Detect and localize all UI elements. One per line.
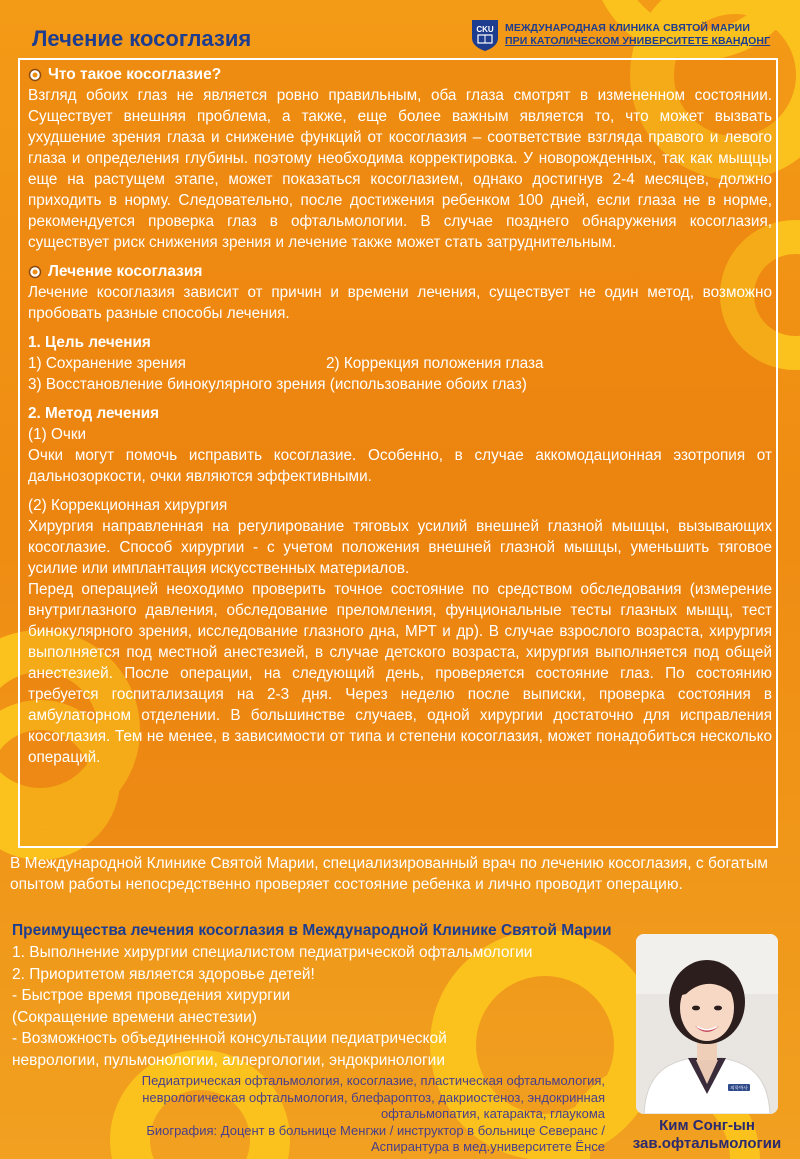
doctor-portrait-icon xyxy=(636,934,778,1114)
page-title: Лечение косоглазия xyxy=(32,26,252,51)
advantage-item: - Возможность объединенной консультации педиатрической xyxy=(12,1030,447,1047)
glasses-label: (1) Очки xyxy=(28,426,87,443)
biography-line: Аспирантура в мед.университете Ёнсе xyxy=(371,1139,605,1154)
circle-bullet-icon xyxy=(28,68,42,82)
advantage-item: 2. Приоритетом является здоровье детей! xyxy=(12,965,315,983)
specialty-line: неврологическая офтальмология, блефароптоз, дакриостеноз, эндокринная xyxy=(142,1089,605,1105)
goal-items-row xyxy=(28,353,772,374)
surgery-text-2: Перед операцией неоходимо проверить точное состояние по средством обследования (измерение внутриглазного давления, обследование преломления, фунциональные тесты глазных мыщц, тест бинокулярного зрения, исследование глазного дна, МРТ и др). В случае взрослого возраста, хирургия выполняется под местной анестезией, в случае детского возраста, хирургия выполняется под общей анестезией. После операции, на следующий день, проверяется состояние глаз. По состоянию требуется госпитализация на 2-3 дня. Через неделю после выписки, проверка состояния в амбулаторном отделении. В большинстве случаев, одной хирургии достаточно для исправления косоглазия. Тем не менее, в зависимости от типа и степени косоглазия, может понадобиться несколько операций. xyxy=(28,581,772,766)
advantage-item: 1. Выполнение хирургии специалистом педиатрической офтальмологии xyxy=(12,944,533,961)
circle-bullet-icon xyxy=(28,265,42,279)
method-heading: 2. Метод лечения xyxy=(28,405,160,422)
glasses-text: Очки могут помочь исправить косоглазие. Особенно, в случае аккомодационная эзотропия от дальнозоркости, очки являются эффективными. xyxy=(28,447,772,485)
svg-text:CKU: CKU xyxy=(476,25,494,34)
specialty-line: Педиатрическая офтальмология, косоглазие, пластическая офтальмология, xyxy=(141,1073,605,1088)
clinic-name-line2: ПРИ КАТОЛИЧЕСКОМ УНИВЕРСИТЕТЕ КВАНДОНГ xyxy=(505,35,771,47)
clinic-logo xyxy=(470,18,770,52)
doctor-specialties xyxy=(70,1073,605,1156)
advantage-item: - Быстрое время проведения хирургии xyxy=(12,987,291,1004)
advantage-item: неврологии, пульмонологии, аллергологии, эндокринологии xyxy=(12,1051,446,1069)
section-text-treatment: Лечение косоглазия зависит от причин и времени лечения, существует не один метод, возможно пробовать разные способы лечения. xyxy=(28,284,772,322)
surgery-label: (2) Коррекционная хирургия xyxy=(28,497,228,514)
section-text-what-is: Взгляд обоих глаз не является ровно правильным, оба глаза смотрят в измененном состоянии. Существует внешняя проблема, а также, еще более важным является то, что может вызвать ухудшение зрения глаза и снижение функций от косоглазия – соответствие взгляда правого и левого глаза и определения глубины. поэтому необходима корректировка. У новорожденных, так как мыщцы еще на растущем этапе, может показаться косоглазием, однако достигнув 2-4 месяцев, должно приходить в норму. Следовательно, после достижения ребенком 100 дней, если глаза не в норме, рекомендуется проверка глаз в офтальмологии. В случае позднего обнаружения косоглазия, существует риск снижения зрения и лечение также может стать затруднительным. xyxy=(28,87,772,251)
advantages-title: Преимущества лечения косоглазия в Международной Клинике Святой Марии xyxy=(12,922,612,939)
doctor-caption xyxy=(612,1117,800,1153)
goal-heading: 1. Цель лечения xyxy=(28,334,151,351)
advantages-list xyxy=(12,942,532,1071)
surgery-text-1: Хирургия направленная на регулирование тяговых усилий внешней глазной мышцы, вызывающих косоглазие. Способ хирургии - с учетом положения внешней глазной мышцы, уменьшить тяговое усилие или имплантация искусственных материалов. xyxy=(28,518,772,577)
section-heading-what-is: Что такое косоглазие? xyxy=(28,64,772,85)
specialty-line: офтальмопатия, катаракта, глаукома xyxy=(380,1106,605,1121)
section-heading-treatment: Лечение косоглазия xyxy=(28,261,772,282)
clinic-name xyxy=(505,22,770,48)
svg-text:의학박사: 의학박사 xyxy=(730,1086,748,1092)
advantage-item: (Сокращение времени анестезии) xyxy=(12,1008,257,1026)
intro-text: В Международной Клинике Святой Марии, специализированный врач по лечению косоглазия, с богатым опытом работы непосредственно проверяет состояние ребенка и лично проводит операцию. xyxy=(10,855,768,893)
biography-line: Биография: Доцент в больнице Менгжи / инструктор в больнице Северанс / xyxy=(146,1122,605,1138)
doctor-photo xyxy=(636,934,778,1114)
clinic-name-line1: МЕЖДУНАРОДНАЯ КЛИНИКА СВЯТОЙ МАРИИ xyxy=(505,22,750,34)
main-content xyxy=(28,64,772,768)
goal-item-2: 2) Коррекция положения глаза xyxy=(326,355,544,372)
doctor-position: зав.офтальмологии xyxy=(632,1135,782,1152)
goal-item-1: 1) Сохранение зрения xyxy=(28,355,186,372)
clinic-emblem-icon xyxy=(470,18,500,52)
goal-item-3: 3) Восстановление бинокулярного зрения (использование обоих глаз) xyxy=(28,376,527,393)
doctor-name: Ким Сонг-ын xyxy=(659,1117,755,1134)
